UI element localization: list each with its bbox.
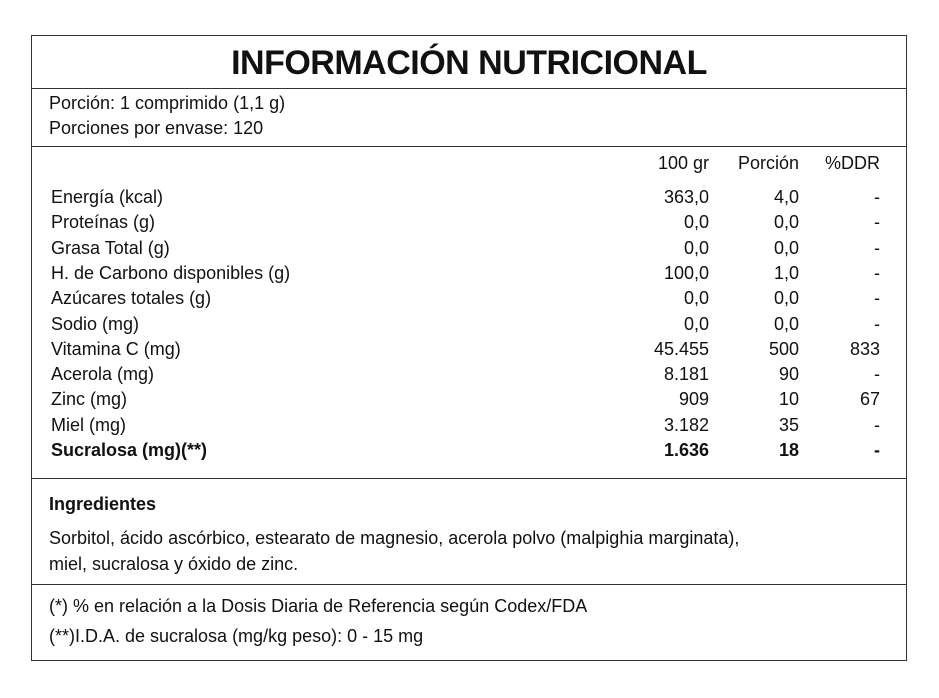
ingredients-heading: Ingredientes	[49, 494, 157, 514]
value-per-portion: 0,0	[773, 237, 799, 258]
nutrient-label: Zinc (mg)	[51, 389, 127, 410]
value-per-100gr: 100,0	[663, 262, 709, 283]
value-ddr: -	[874, 212, 880, 233]
table-row	[32, 312, 906, 337]
value-per-portion: 500	[768, 338, 799, 359]
value-per-portion: 1,0	[773, 262, 799, 283]
value-ddr: 67	[859, 389, 880, 410]
label-title: INFORMACIÓN NUTRICIONAL	[32, 36, 906, 89]
value-per-100gr: 363,0	[663, 187, 709, 207]
value-ddr: -	[874, 364, 880, 385]
value-per-portion: 90	[778, 364, 799, 385]
value-per-portion: 0,0	[773, 313, 799, 334]
value-ddr: -	[874, 414, 880, 435]
table-row	[32, 362, 906, 387]
nutrient-label: Azúcares totales (g)	[51, 288, 212, 309]
value-ddr: -	[874, 187, 880, 207]
value-per-100gr: 0,0	[683, 288, 709, 309]
value-per-portion: 10	[778, 389, 799, 410]
nutrient-label: Vitamina C (mg)	[51, 338, 181, 359]
nutrient-label: Energía (kcal)	[51, 187, 164, 207]
ingredients-text-line2: miel, sucralosa y óxido de zinc.	[49, 554, 299, 574]
ingredients-text-line1: Sorbitol, ácido ascórbico, estearato de magnesio, acerola polvo (malpighia marginata),	[49, 528, 740, 548]
footnotes-section	[32, 584, 906, 660]
value-ddr: -	[874, 262, 880, 283]
table-row	[32, 387, 906, 412]
header-portion: Porción	[737, 153, 799, 173]
value-per-portion: 0,0	[773, 288, 799, 309]
footnote-ida: (**)I.D.A. de sucralosa (mg/kg peso): 0 - 15 mg	[49, 626, 424, 646]
table-row	[32, 286, 906, 311]
nutrition-label	[31, 35, 907, 661]
value-per-100gr: 3.182	[663, 414, 709, 435]
value-per-100gr: 45.455	[653, 338, 709, 359]
value-per-100gr: 0,0	[683, 237, 709, 258]
nutrient-label: Sucralosa (mg)(**)	[51, 440, 208, 460]
footnote-ddr: (*) % en relación a la Dosis Diaria de Referencia según Codex/FDA	[49, 596, 588, 616]
header-100gr: 100 gr	[657, 153, 709, 173]
value-ddr: -	[874, 288, 880, 309]
value-ddr: -	[874, 313, 880, 334]
nutrient-label: Acerola (mg)	[51, 364, 155, 385]
value-per-100gr: 1.636	[663, 440, 709, 460]
portion-section	[32, 88, 906, 147]
value-per-100gr: 8.181	[663, 364, 709, 385]
table-row	[32, 337, 906, 362]
table-row	[32, 261, 906, 286]
ingredients-section	[32, 478, 906, 585]
value-per-100gr: 0,0	[683, 212, 709, 233]
value-per-portion: 35	[778, 414, 799, 435]
value-ddr: -	[874, 440, 880, 460]
value-ddr: 833	[849, 338, 880, 359]
servings-per-container: Porciones por envase: 120	[49, 118, 264, 138]
nutrient-label: H. de Carbono disponibles (g)	[51, 262, 291, 283]
table-row	[32, 236, 906, 261]
portion-size: Porción: 1 comprimido (1,1 g)	[49, 93, 286, 113]
nutrient-label: Proteínas (g)	[51, 212, 156, 233]
nutrient-label: Miel (mg)	[51, 414, 126, 435]
nutrient-label: Grasa Total (g)	[51, 237, 170, 258]
nutrient-label: Sodio (mg)	[51, 313, 140, 334]
value-per-portion: 0,0	[773, 212, 799, 233]
table-row	[32, 413, 906, 438]
table-header	[32, 151, 906, 176]
value-per-100gr: 0,0	[683, 313, 709, 334]
table-row	[32, 210, 906, 235]
nutrition-table	[32, 146, 906, 479]
table-row	[32, 438, 906, 463]
value-per-portion: 4,0	[773, 187, 799, 207]
value-per-100gr: 909	[678, 389, 709, 410]
header-ddr: %DDR	[824, 153, 880, 173]
table-row	[32, 185, 906, 210]
value-ddr: -	[874, 237, 880, 258]
value-per-portion: 18	[778, 440, 799, 460]
